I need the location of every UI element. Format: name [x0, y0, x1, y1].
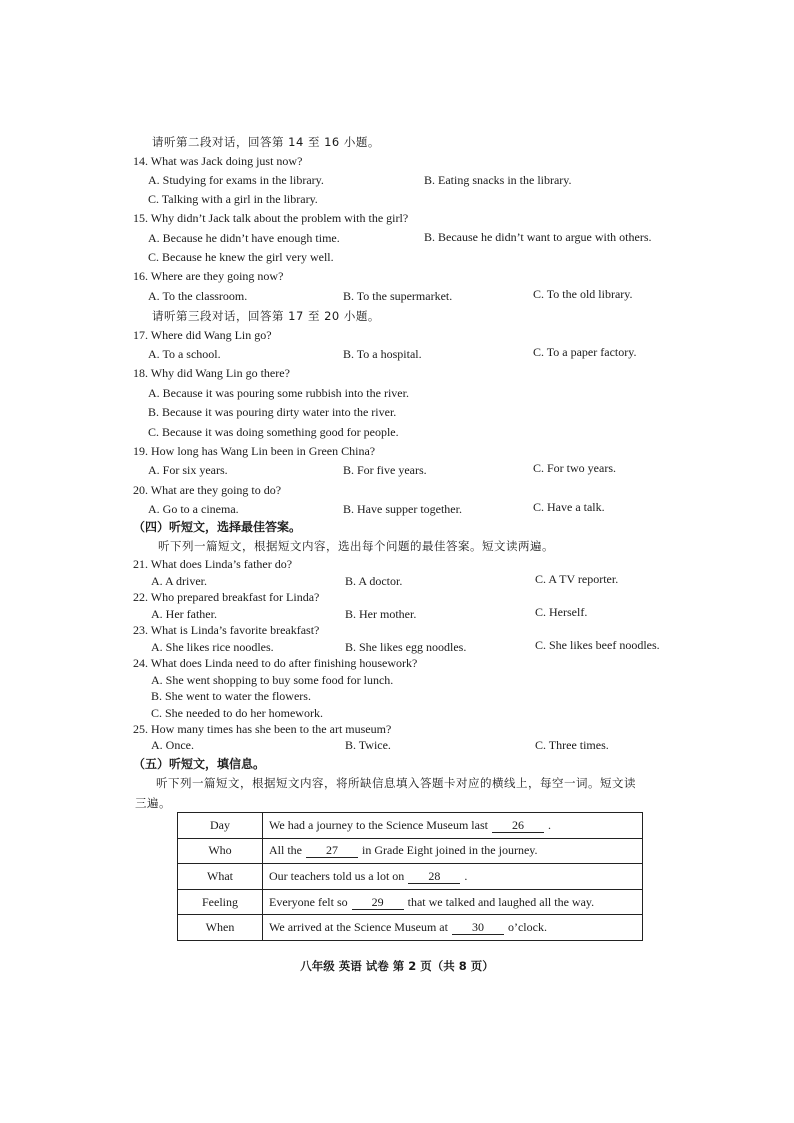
q23-option-c: C. She likes beef noodles.: [535, 638, 660, 652]
section4-description: 听下列一篇短文，根据短文内容，选出每个问题的最佳答案。短文读两遍。: [158, 539, 554, 553]
question-25: 25. How many times has she been to the art museum?: [133, 722, 392, 736]
answer-blank[interactable]: 28: [408, 870, 460, 884]
table-row: [178, 864, 643, 890]
question-22: 22. Who prepared breakfast for Linda?: [133, 590, 320, 604]
section5-description: 听下列一篇短文，根据短文内容，将所缺信息填入答题卡对应的横线上，每空一词。短文读: [156, 776, 636, 790]
question-24: 24. What does Linda need to do after finishing housework?: [133, 656, 418, 670]
q20-option-c: C. Have a talk.: [533, 500, 605, 514]
q22-option-c: C. Herself.: [535, 605, 588, 619]
q24-option-b: B. She went to water the flowers.: [151, 689, 311, 703]
table-row: [178, 915, 643, 941]
section4-title: （四）听短文，选择最佳答案。: [133, 520, 302, 534]
dialog3-instruction: 请听第三段对话，回答第 17 至 20 小题。: [152, 309, 380, 323]
row-label: Day: [178, 813, 263, 839]
answer-blank[interactable]: 26: [492, 819, 544, 833]
q16-option-a: A. To the classroom.: [148, 289, 248, 303]
row-text: .: [464, 868, 468, 883]
q18-option-b: B. Because it was pouring dirty water into the river.: [148, 405, 397, 419]
q22-option-a: A. Her father.: [151, 607, 217, 621]
table-row: [178, 813, 643, 839]
row-content: [263, 813, 643, 839]
question-23: 23. What is Linda’s favorite breakfast?: [133, 623, 320, 637]
question-17: 17. Where did Wang Lin go?: [133, 328, 272, 342]
answer-blank[interactable]: 27: [306, 844, 358, 858]
q17-option-c: C. To a paper factory.: [533, 345, 637, 359]
q22-option-b: B. Her mother.: [345, 607, 417, 621]
row-content: [263, 838, 643, 864]
question-18: 18. Why did Wang Lin go there?: [133, 366, 290, 380]
row-content: [263, 915, 643, 941]
answer-blank[interactable]: 29: [352, 896, 404, 910]
row-label: When: [178, 915, 263, 941]
q25-option-b: B. Twice.: [345, 738, 391, 752]
table-row: [178, 838, 643, 864]
q16-option-c: C. To the old library.: [533, 287, 633, 301]
row-label: Who: [178, 838, 263, 864]
q17-option-b: B. To a hospital.: [343, 347, 422, 361]
q21-option-c: C. A TV reporter.: [535, 572, 619, 586]
question-15: 15. Why didn’t Jack talk about the problem with the girl?: [133, 211, 409, 225]
row-label: What: [178, 864, 263, 890]
info-table: [177, 812, 643, 941]
row-label: Feeling: [178, 889, 263, 915]
q24-option-a: A. She went shopping to buy some food for lunch.: [151, 673, 394, 687]
q19-option-c: C. For two years.: [533, 461, 616, 475]
section5-description-cont: 三遍。: [135, 796, 171, 810]
table-row: [178, 889, 643, 915]
q20-option-a: A. Go to a cinema.: [148, 502, 239, 516]
row-text: Our teachers told us a lot on: [269, 868, 405, 883]
q16-option-b: B. To the supermarket.: [343, 289, 453, 303]
page-footer: 八年级 英语 试卷 第 2 页（共 8 页）: [300, 959, 494, 973]
row-text: We had a journey to the Science Museum last: [269, 817, 488, 832]
row-content: [263, 864, 643, 890]
row-text: We arrived at the Science Museum at: [269, 920, 448, 935]
q15-option-c: C. Because he knew the girl very well.: [148, 250, 334, 264]
row-text: o’clock.: [507, 920, 547, 935]
q14-option-c: C. Talking with a girl in the library.: [148, 192, 318, 206]
q18-option-c: C. Because it was doing something good for people.: [148, 425, 399, 439]
q20-option-b: B. Have supper together.: [343, 502, 462, 516]
q14-option-a: A. Studying for exams in the library.: [148, 173, 324, 187]
q15-option-b: B. Because he didn’t want to argue with others.: [424, 230, 652, 244]
q23-option-b: B. She likes egg noodles.: [345, 640, 467, 654]
row-text: All the: [269, 843, 302, 858]
row-content: [263, 889, 643, 915]
q18-option-a: A. Because it was pouring some rubbish into the river.: [148, 386, 409, 400]
answer-blank[interactable]: 30: [452, 921, 504, 935]
q23-option-a: A. She likes rice noodles.: [151, 640, 274, 654]
question-16: 16. Where are they going now?: [133, 269, 284, 283]
q25-option-a: A. Once.: [151, 738, 194, 752]
q21-option-b: B. A doctor.: [345, 574, 403, 588]
row-text: .: [547, 817, 551, 832]
q21-option-a: A. A driver.: [151, 574, 207, 588]
row-text: Everyone felt so: [269, 894, 348, 909]
q25-option-c: C. Three times.: [535, 738, 609, 752]
question-21: 21. What does Linda’s father do?: [133, 557, 293, 571]
q14-option-b: B. Eating snacks in the library.: [424, 173, 572, 187]
q15-option-a: A. Because he didn’t have enough time.: [148, 231, 340, 245]
question-14: 14. What was Jack doing just now?: [133, 154, 303, 168]
q17-option-a: A. To a school.: [148, 347, 221, 361]
section5-title: （五）听短文，填信息。: [133, 757, 266, 771]
q19-option-a: A. For six years.: [148, 463, 228, 477]
dialog2-instruction: 请听第二段对话，回答第 14 至 16 小题。: [152, 135, 380, 149]
row-text: in Grade Eight joined in the journey.: [362, 843, 538, 858]
q19-option-b: B. For five years.: [343, 463, 427, 477]
row-text: that we talked and laughed all the way.: [407, 894, 595, 909]
q24-option-c: C. She needed to do her homework.: [151, 706, 323, 720]
question-20: 20. What are they going to do?: [133, 483, 282, 497]
question-19: 19. How long has Wang Lin been in Green China?: [133, 444, 376, 458]
